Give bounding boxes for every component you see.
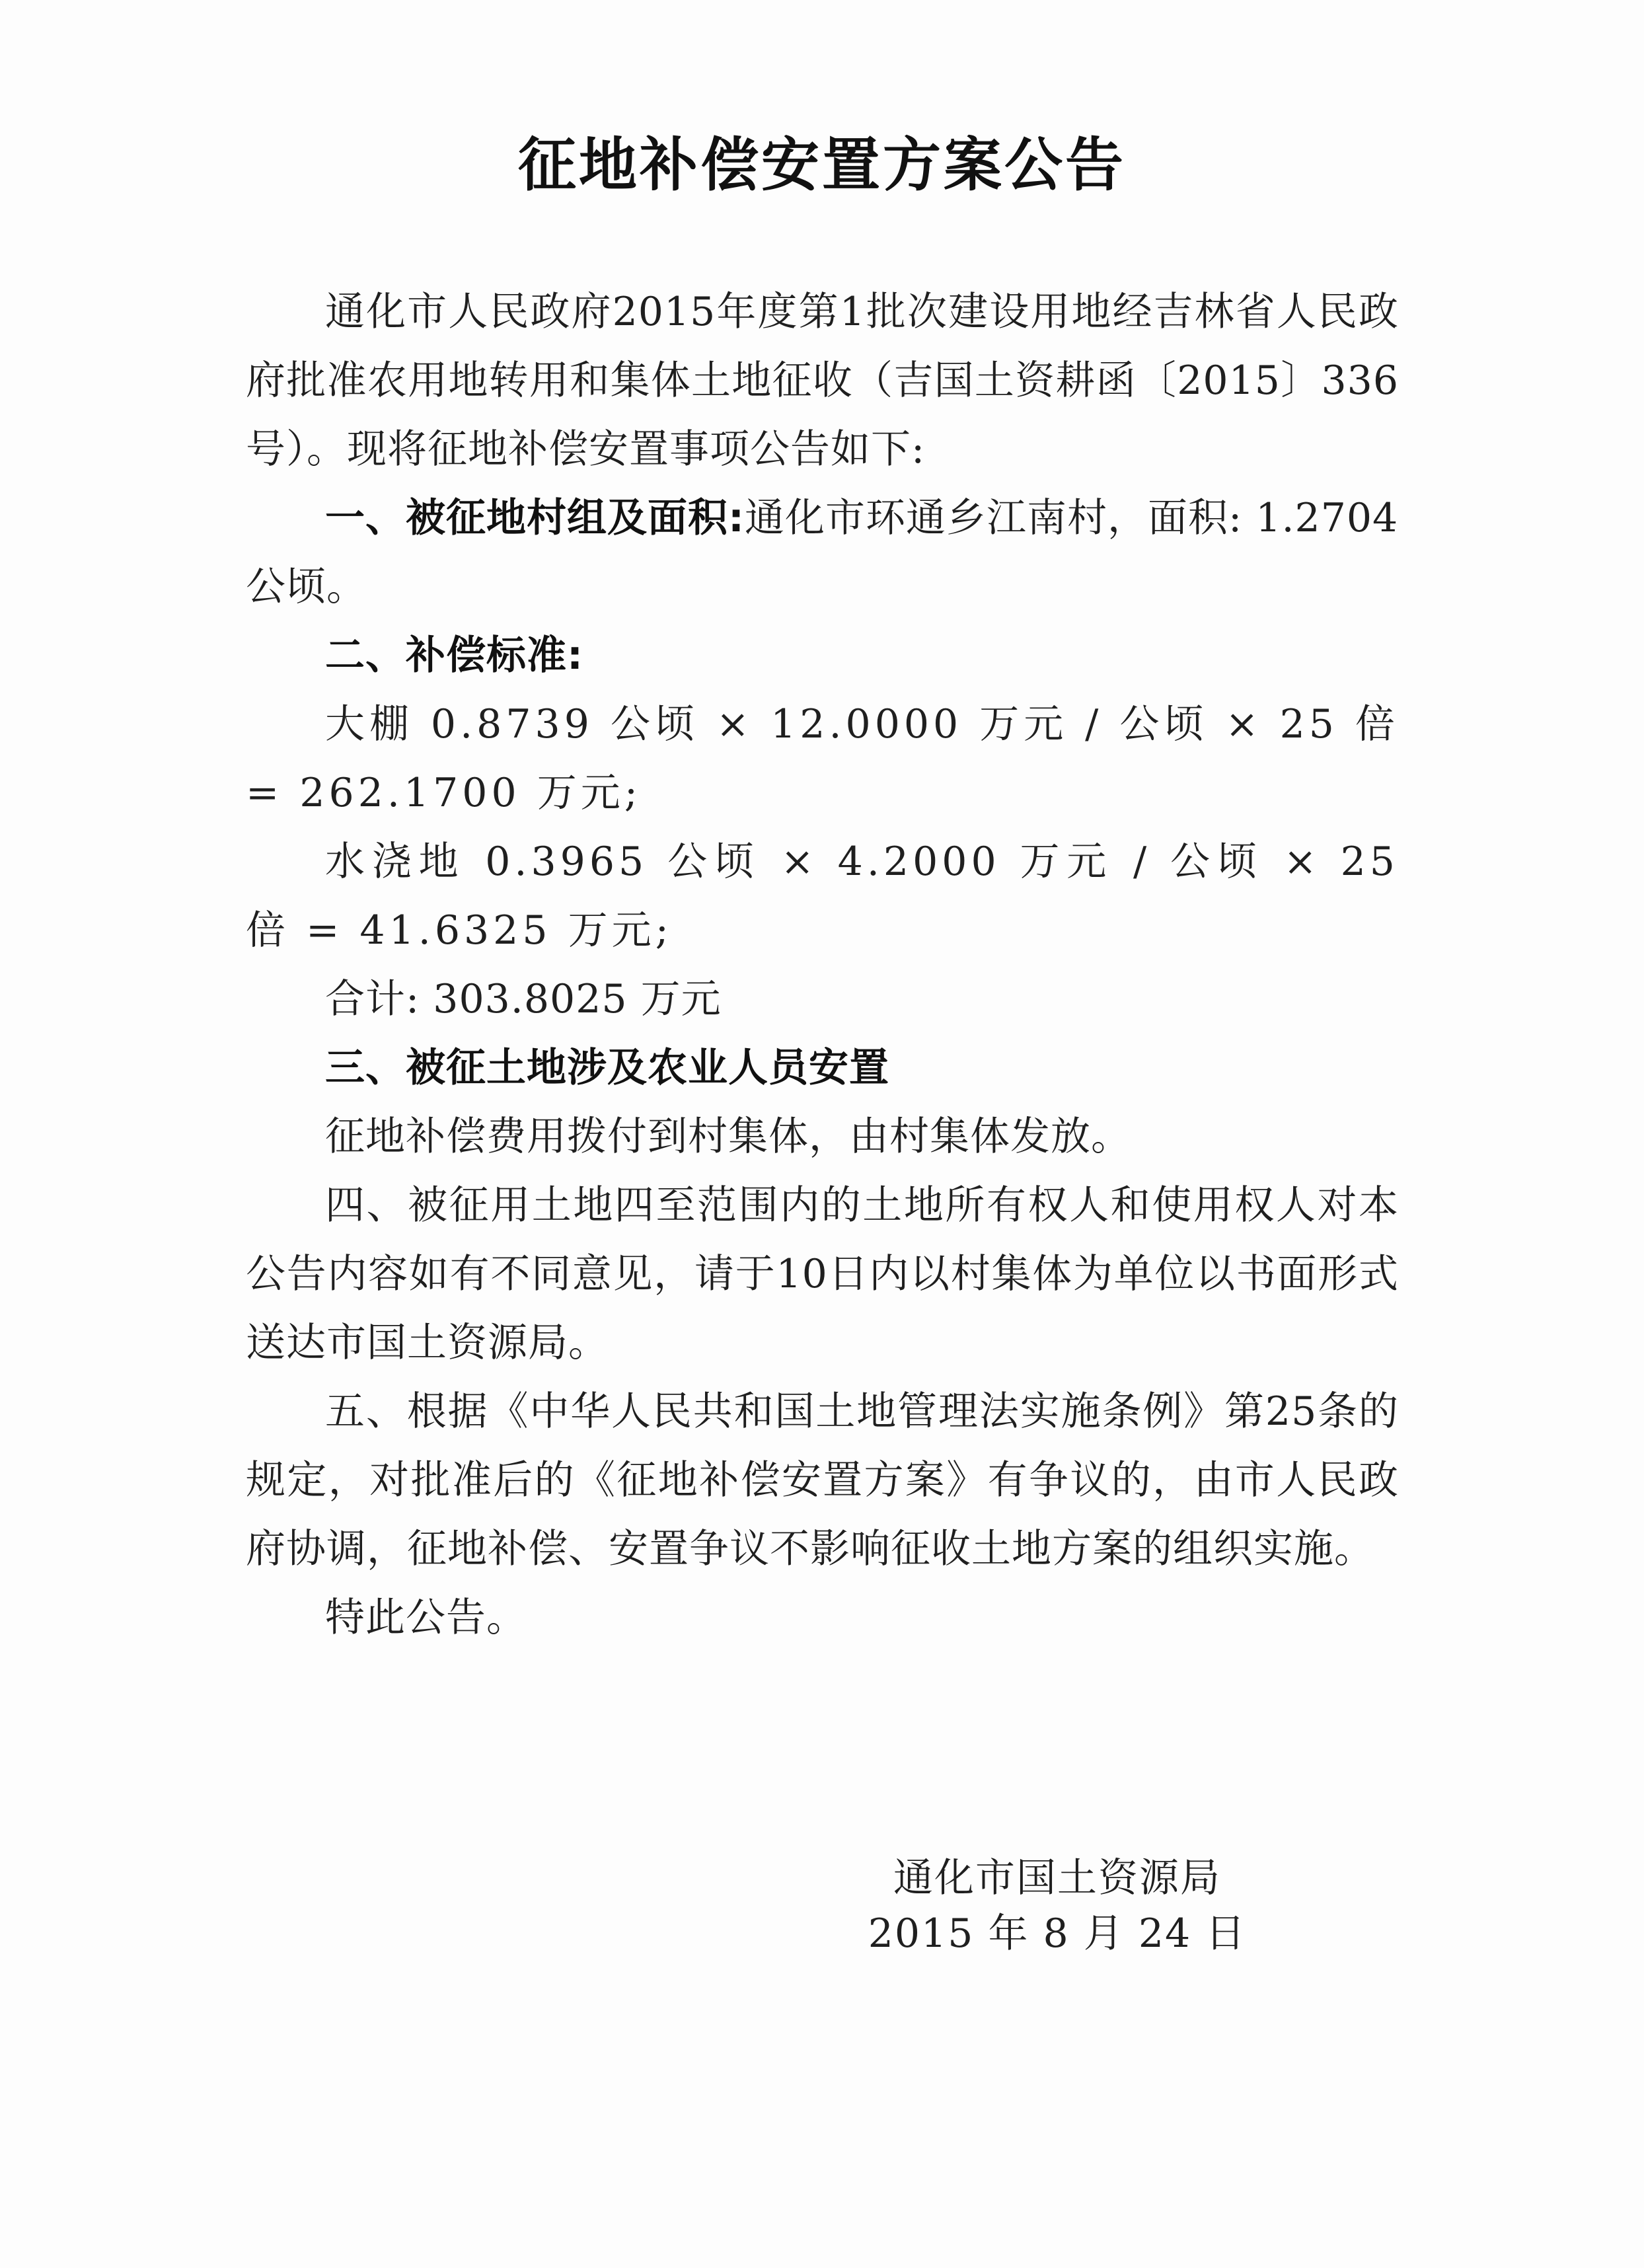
compensation-total: 合计: 303.8025 万元 [325,976,722,1022]
issuer-name: 通化市国土资源局 [893,1855,1221,1901]
section-1-heading: 一、被征地村组及面积: [325,495,745,541]
intro-paragraph: 通化市人民政府2015年度第1批次建设用地经吉林省人民政府批准农用地转用和集体土地征收（吉国土资耕函〔2015〕336号）。现将征地补偿安置事项公告如下: [246,289,1399,472]
section-4-content: 四、被征用土地四至范围内的土地所有权人和使用权人对本公告内容如有不同意见，请于10日内以村集体为单位以书面形式送达市国土资源局。 [246,1182,1399,1366]
signature-block [852,1850,1262,1961]
section-3-content: 征地补偿费用拨付到村集体，由村集体发放。 [325,1114,1131,1160]
closing-statement: 特此公告。 [325,1595,527,1641]
issue-date: 2015 年 8 月 24 日 [868,1910,1247,1957]
section-2 [246,621,1399,690]
section-3 [246,1034,1399,1102]
section-5-content: 五、根据《中华人民共和国土地管理法实施条例》第25条的规定，对批准后的《征地补偿安置方案》有争议的，由市人民政府协调，征地补偿、安置争议不影响征收土地方案的组织实施。 [246,1388,1399,1572]
document-body [246,278,1399,1652]
compensation-line-irrigated: 水浇地 0.3965 公顷 × 4.2000 万元 / 公顷 × 25 倍 = 41.6325 万元; [246,839,1399,954]
section-3-heading: 三、被征土地涉及农业人员安置 [325,1045,889,1091]
section-1-content: 通化市环通乡江南村，面积: 1.2704公顷。 [246,495,1399,610]
document-title: 征地补偿安置方案公告 [517,131,1126,199]
compensation-line-greenhouse: 大棚 0.8739 公顷 × 12.0000 万元 / 公顷 × 25 倍 = 262.1700 万元; [246,701,1399,816]
section-1 [246,484,1399,621]
section-2-heading: 二、补偿标准: [325,632,583,679]
